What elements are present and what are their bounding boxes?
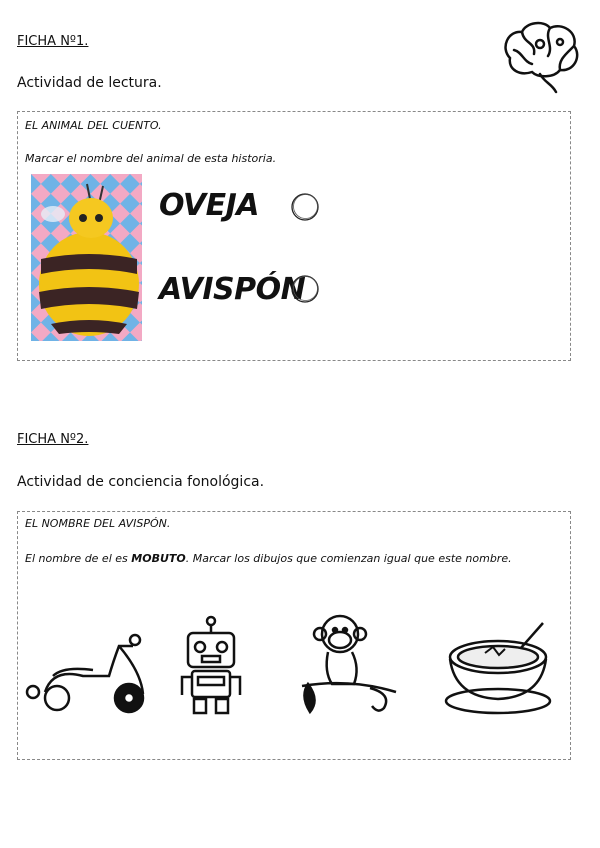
ficha-2-box [17, 511, 571, 760]
bee-illustration [31, 174, 142, 341]
instruction-text: . Marcar los dibujos que comienzan igual que este nombre. [185, 552, 512, 565]
ficha-2-instruction [25, 552, 512, 565]
ficha-2-heading: EL NOMBRE DEL AVISPÓN. [25, 517, 171, 530]
ficha-1-heading: EL ANIMAL DEL CUENTO. [25, 119, 162, 132]
checkbox-circle-oveja[interactable] [290, 192, 320, 222]
ficha-1-box [17, 111, 571, 361]
brain-icon [500, 18, 582, 94]
option-oveja: OVEJA [159, 188, 260, 223]
ficha-2-activity: Actividad de conciencia fonológica. [17, 474, 265, 490]
scooter-picture[interactable] [23, 632, 149, 716]
soup-picture[interactable] [443, 617, 553, 717]
name-mobuto: MOBUTO [131, 552, 186, 565]
checkbox-circle-avispon[interactable] [290, 274, 320, 304]
ficha-1-title: FICHA Nº1. [17, 34, 89, 49]
instruction-text: El nombre de el es [25, 552, 132, 565]
robot-picture[interactable] [178, 615, 244, 716]
monkey-picture[interactable] [300, 612, 398, 716]
ficha-1-instruction: Marcar el nombre del animal de esta historia. [25, 152, 277, 165]
ficha-1-activity: Actividad de lectura. [17, 75, 162, 91]
ficha-2-title: FICHA Nº2. [17, 432, 89, 447]
option-avispon: AVISPÓN [159, 272, 306, 307]
